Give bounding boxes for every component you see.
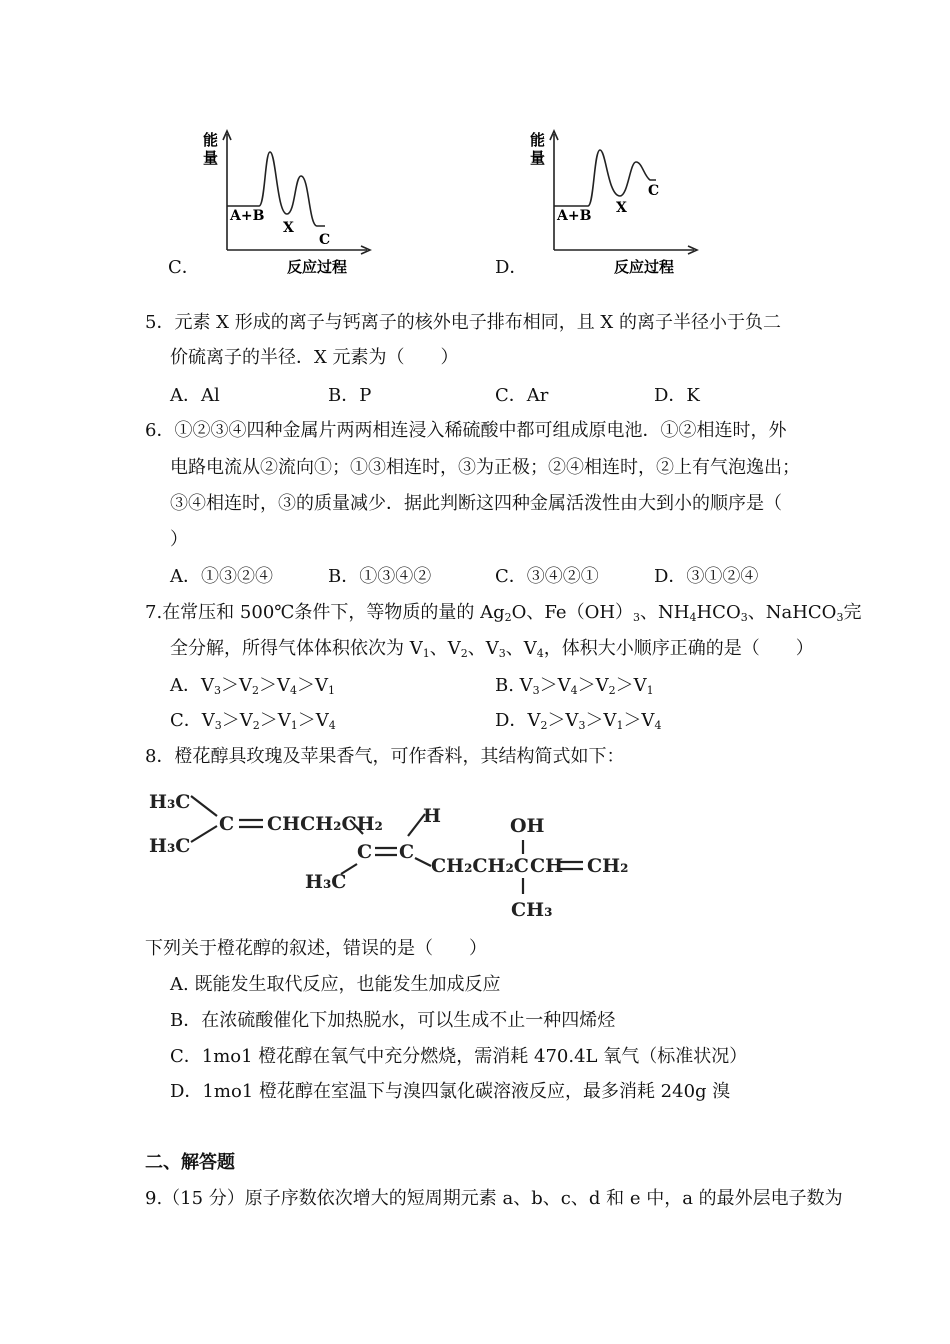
product-label: C (319, 232, 331, 248)
q5-option-b: B．P (328, 385, 372, 406)
y-label-1: 能 (530, 131, 546, 149)
q6-option-d: D．③①②④ (654, 566, 759, 587)
q5-line-1: 5．元素 X 形成的离子与钙离子的核外电子排布相同，且 X 的离子半径小于负二 (145, 312, 781, 333)
intermediate-label: X (616, 200, 627, 216)
q9-line-1: 9.（15 分）原子序数依次增大的短周期元素 a、b、c、d 和 e 中，a 的最外层电子数为 (145, 1188, 843, 1209)
energy-diagram-c (195, 120, 385, 280)
q7-option-b: B. $V_3>V_4>V_2>V_1$ (495, 675, 654, 697)
q8-intro: 8．橙花醇具玫瑰及苹果香气，可作香料，其结构简式如下： (145, 746, 625, 767)
reactants-label: A+B (230, 208, 265, 224)
atom-c2: C (357, 841, 373, 863)
q7-option-a: A．$V_3>V_2>V_4>V_1$ (170, 675, 335, 697)
atom-h: H (423, 805, 441, 827)
q5-line-2: 价硫离子的半径．X 元素为（ ） (170, 347, 459, 368)
q7-line-2: 全分解，所得气体体积依次为 $V_1$、$V_2$、$V_3$、$V_4$，体积大小顺序正确的是（ ） (170, 638, 814, 660)
atom-c1: C (219, 813, 235, 835)
q7-option-d: D．$V_2>V_3>V_1>V_4$ (495, 710, 662, 732)
q8-question: 下列关于橙花醇的叙述，错误的是（ ） (145, 938, 487, 959)
q6-option-c: C．③④②① (495, 566, 599, 587)
reactants-label: A+B (557, 208, 592, 224)
atom-c3: C (399, 841, 415, 863)
x-axis-label: 反应过程 (287, 258, 348, 276)
q6-line-4: ） (170, 529, 188, 550)
q6-line-3: ③④相连时，③的质量减少．据此判断这四种金属活泼性由大到小的顺序是（ (170, 493, 782, 514)
q7-option-c: C．$V_3>V_2>V_1>V_4$ (170, 710, 336, 732)
q6-line-2: 电路电流从②流向①；①③相连时，③为正极；②④相连时，②上有气泡逸出； (170, 457, 800, 478)
ch2-end: CH₂ (587, 855, 629, 877)
y-label-2: 量 (530, 149, 546, 167)
q6-option-b: B．①③④② (328, 566, 432, 587)
intermediate-label: X (283, 220, 294, 236)
q8-option-a: A. 既能发生取代反应，也能发生加成反应 (170, 974, 501, 995)
q8-option-b: B．在浓硫酸催化下加热脱水，可以生成不止一种四烯烃 (170, 1010, 616, 1031)
oh-group: OH (510, 815, 545, 837)
q6-line-1: 6．①②③④四种金属片两两相连浸入稀硫酸中都可组成原电池．①②相连时，外 (145, 420, 787, 441)
q5-option-c: C．Ar (495, 385, 549, 406)
h3c-mid: H₃C (305, 871, 347, 893)
option-c-label: C． (168, 257, 200, 278)
x-axis-label: 反应过程 (614, 258, 675, 276)
y-label-2: 量 (203, 149, 219, 167)
y-label-1: 能 (203, 131, 219, 149)
q6-option-a: A．①③②④ (170, 566, 273, 587)
q8-option-d: D．1mo1 橙花醇在室温下与溴四氯化碳溶液反应，最多消耗 240g 溴 (170, 1081, 731, 1102)
q5-option-d: D．K (654, 385, 700, 406)
q7-line-1: 7.在常压和 500℃条件下，等物质的量的 $Ag_2O$、$Fe(OH)_3$、$NH_4HCO_3$、NaHCO$_3$完 (145, 602, 862, 624)
product-label: C (648, 183, 660, 199)
section-heading: 二、解答题 (145, 1152, 235, 1173)
energy-diagram-d (522, 120, 712, 280)
h3c-top: H₃C (149, 791, 191, 813)
q5-option-a: A．Al (170, 385, 220, 406)
nerolidol-structure (145, 780, 645, 925)
q8-option-c: C．1mo1 橙花醇在氧气中充分燃烧，需消耗 470.4L 氧气（标准状况） (170, 1046, 748, 1067)
chain-2: CH₂CH₂C (431, 855, 529, 877)
h3c-bottom: H₃C (149, 835, 191, 857)
chain-3: CH (530, 855, 564, 877)
chain-1: CHCH₂CH₂ (267, 813, 383, 835)
option-d-label: D． (495, 257, 528, 278)
ch3-group: CH₃ (511, 899, 553, 921)
